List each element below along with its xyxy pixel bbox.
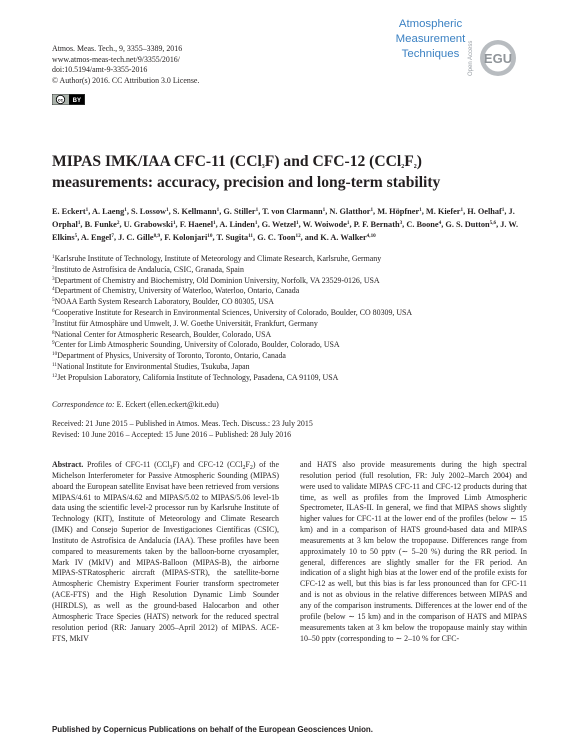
author-affiliation-mark: 1 xyxy=(216,207,220,213)
affiliation-list xyxy=(52,254,532,384)
author-name: P. F. Bernath xyxy=(353,220,400,229)
author-affiliation-mark: 11 xyxy=(248,233,254,239)
affiliation-text: Karlsruhe Institute of Technology, Institute of Meteorology and Climate Research, Karlsruhe, Germany xyxy=(54,254,382,263)
affiliation-number: 4 xyxy=(52,286,55,293)
author-separator: , xyxy=(212,233,217,242)
author-affiliation-mark: 1 xyxy=(460,207,464,213)
affiliation-number: 6 xyxy=(52,307,55,314)
author-affiliation-mark: 1 xyxy=(172,220,176,226)
article-url[interactable]: www.atmos-meas-tech.net/9/3355/2016/ xyxy=(52,54,180,64)
author-affiliation-mark: 1 xyxy=(254,220,258,226)
correspondence-contact[interactable]: E. Eckert (ellen.eckert@kit.edu) xyxy=(114,400,219,409)
author-name: J. W. Elkins xyxy=(52,220,519,242)
affiliation-number: 10 xyxy=(52,351,58,358)
author-affiliation-mark: 1 xyxy=(166,207,169,213)
affiliation-item xyxy=(52,265,532,276)
journal-name-line: Measurement xyxy=(395,33,466,45)
author-separator: , xyxy=(258,207,263,216)
author-name: E. Eckert xyxy=(52,207,86,216)
author-name: B. Funke xyxy=(84,220,117,229)
author-affiliation-mark: 1 xyxy=(501,207,505,213)
author-list xyxy=(52,205,532,244)
author-affiliation-mark: 1 xyxy=(419,207,422,213)
author-affiliation-mark: 2 xyxy=(116,220,120,226)
abstract-column-right: and HATS also provide measurements during the high spectral resolution period (full resolution, FR: July 2002–March 2004) and were used to validate MIPAS CFC-11 and CFC-12 products during that time, as well as profiles from the Improved Limb Atmospheric Spectrometer, ILAS-II. In general, we find that MIPAS shows slightly higher values for CFC-11 at the lower end of the profiles (below ∼ 15 km) and in a comparison of HATS ground-based data and MIPAS measurements at 3 km below the tropopause. Differences range from approximately 10 to 50 pptv (∼ 5–20 %) during the RR period. In general, differences are slightly smaller for the FR period. An indication of a slight high bias at the lower end of the profile exists for CFC-12 as well, but this bias is far less pronounced than for CFC-11 and is not as obvious in the relative differences between MIPAS and any of the comparison instruments. Differences at the lower end of the profile (below ∼ 15 km) and in the comparison of HATS and MIPAS measurements taken at 3 km below the tropopause mainly stay within 10–50 pptv (corresponding to ∼ 2–10 % for CFC- xyxy=(300,460,527,643)
author-affiliation-mark: 1 xyxy=(85,207,89,213)
affiliation-number: 1 xyxy=(52,254,55,260)
author-name: J. Orphal xyxy=(52,207,515,229)
author-separator: , xyxy=(325,207,330,216)
author-name: G. Wetzel xyxy=(261,220,297,229)
affiliation-item xyxy=(52,254,532,265)
author-separator: , xyxy=(215,220,220,229)
affiliation-text: Department of Physics, University of Toronto, Toronto, Ontario, Canada xyxy=(57,351,286,361)
author-separator: , xyxy=(298,220,303,229)
affiliation-item xyxy=(52,330,532,341)
author-affiliation-mark: 1 xyxy=(255,207,259,213)
affiliation-text: Institut für Atmosphäre und Umwelt, J. W. Goethe Universität, Frankfurt, Germany xyxy=(54,318,318,328)
author-separator: , xyxy=(421,207,426,216)
cc-by-license-icon[interactable] xyxy=(52,94,85,105)
author-separator: , xyxy=(463,207,468,216)
affiliation-number: 5 xyxy=(52,297,55,304)
title-subscript: 3 xyxy=(261,164,265,170)
affiliation-text: Center for Limb Atmospheric Sounding, University of Colorado, Boulder, Colorado, USA xyxy=(54,340,340,350)
correspondence xyxy=(52,400,219,409)
author-separator: , xyxy=(349,220,354,229)
author-affiliation-mark: 1 xyxy=(322,207,326,213)
title-subscript: 2 xyxy=(413,164,417,170)
affiliation-item xyxy=(52,340,532,351)
author-affiliation-mark: 12 xyxy=(295,233,301,239)
author-name: W. Woiwode xyxy=(302,220,347,229)
author-separator: , xyxy=(77,233,81,242)
author-separator: , xyxy=(402,220,407,229)
journal-citation: Atmos. Meas. Tech., 9, 3355–3389, 2016 xyxy=(52,44,183,53)
author-separator: , xyxy=(80,220,85,229)
affiliation-number: 11 xyxy=(52,361,57,368)
author-name: T. Sugita xyxy=(216,233,249,242)
abstract-column-left xyxy=(52,460,279,644)
author-name: G. C. Toon xyxy=(257,233,296,242)
affiliation-text: National Institute for Environmental Studies, Tsukuba, Japan xyxy=(57,361,250,371)
affiliation-item xyxy=(52,297,532,308)
article-metadata xyxy=(52,44,199,86)
title-subscript: 2 xyxy=(401,164,405,170)
publication-dates xyxy=(52,419,313,441)
author-affiliation-mark: 10 xyxy=(207,233,213,239)
correspondence-label: Correspondence to: xyxy=(52,400,115,409)
abstract-text: F) and CFC-12 (CCl xyxy=(172,460,243,469)
affiliation-number: 12 xyxy=(52,372,58,379)
by-badge-text: BY xyxy=(72,98,81,104)
author-name: U. Grabowski xyxy=(123,220,173,229)
title-line-2: measurements: accuracy, precision and long-term stability xyxy=(52,174,441,191)
affiliation-item xyxy=(52,351,532,362)
author-name: F. Kolonjari xyxy=(164,233,208,242)
author-name: M. Kiefer xyxy=(425,207,461,216)
affiliation-text: Instituto de Astrofísica de Andalucía, CSIC, Granada, Spain xyxy=(54,264,244,274)
author-affiliation-mark: 1 xyxy=(77,220,81,226)
author-affiliation-mark: 1 xyxy=(213,220,216,226)
affiliation-item xyxy=(52,308,532,319)
affiliation-item xyxy=(52,362,532,373)
author-separator: , xyxy=(119,220,124,229)
affiliation-number: 8 xyxy=(52,329,55,336)
title-text: F) and CFC-12 (CCl xyxy=(264,153,402,170)
author-name: M. Höpfner xyxy=(377,207,420,216)
publisher-footer: Published by Copernicus Publications on behalf of the European Geosciences Union. xyxy=(52,725,373,734)
author-separator: , xyxy=(160,233,165,242)
author-separator: , xyxy=(175,220,180,229)
abstract-text: ) of the Michelson Interferometer for Passive Atmospheric Sounding (MIPAS) aboard the European satellite Envisat have been retrieved from versions MIPAS/4.61 to MIPAS/4.62 and MIPAS/5.02 to MIPAS/5.06 level-1b data using the scientific level-2 processor run by Karlsruhe Institute of Technology (KIT), Institute of Meteorology and Climate Research (IMK) and Consejo Superior de Investigaciones Científicas (CSIC), Instituto de Astrofísica de Andalucía (IAA). These profiles have been compared to measurements taken by the balloon-borne cryosampler, Mark IV (MkIV) and MIPAS-Balloon (MIPAS-B), the airborne MIPAS-STRatospheric aircraft (MIPAS-STR), the satellite-borne Atmospheric Chemistry Experiment Fourier transform spectrometer (ACE-FTS) and the High Resolution Dynamic Limb Sounder (HIRDLS), as well as the ground-based Halocarbon and other Atmospheric Trace Species (HATS) network for the reduced spectral resolution period (RR: January 2005–April 2012) of MIPAS. ACE-FTS, MkIV xyxy=(52,460,279,643)
author-name: G. Stiller xyxy=(223,207,256,216)
affiliation-text: National Center for Atmospheric Research, Boulder, Colorado, USA xyxy=(54,329,272,339)
author-affiliation-mark: 1 xyxy=(370,207,374,213)
title-text: ) xyxy=(416,153,422,170)
author-separator: , xyxy=(113,233,119,242)
affiliation-item xyxy=(52,276,532,287)
author-separator: , xyxy=(257,220,262,229)
author-affiliation-mark: 4 xyxy=(438,220,442,226)
abstract-text: Profiles of CFC-11 (CCl xyxy=(83,460,170,469)
affiliation-item xyxy=(52,373,532,384)
author-affiliation-mark: 4,10 xyxy=(366,233,376,239)
title-text: MIPAS IMK/IAA CFC-11 (CCl xyxy=(52,153,262,170)
journal-name-line: Atmospheric xyxy=(398,18,463,30)
author-affiliation-mark: 1 xyxy=(346,220,350,226)
author-separator: , xyxy=(373,207,378,216)
abstract-label: Abstract. xyxy=(52,460,84,469)
affiliation-item xyxy=(52,286,532,297)
abstract-subscript: 3 xyxy=(169,465,173,471)
author-affiliation-mark: 1 xyxy=(124,207,127,213)
author-separator: , xyxy=(219,207,224,216)
author-affiliation-mark: 8,9 xyxy=(153,233,161,239)
affiliation-number: 3 xyxy=(52,275,55,282)
author-separator: , xyxy=(168,207,173,216)
author-separator: , xyxy=(441,220,446,229)
affiliation-text: Department of Chemistry, University of Waterloo, Waterloo, Ontario, Canada xyxy=(54,286,300,296)
author-affiliation-mark: 1 xyxy=(296,220,299,226)
author-separator: , xyxy=(253,233,258,242)
author-separator: and xyxy=(302,233,321,242)
author-affiliation-mark: 5 xyxy=(74,233,78,239)
author-name: A. Linden xyxy=(219,220,255,229)
copyright-line: © Author(s) 2016. CC Attribution 3.0 License. xyxy=(52,75,200,85)
author-name: A. Engel xyxy=(80,233,112,242)
open-access-label xyxy=(465,28,475,78)
author-name: T. von Clarmann xyxy=(262,207,323,216)
author-name: G. S. Dutton xyxy=(445,220,490,229)
author-name: A. Laeng xyxy=(91,207,125,216)
journal-name-line: Techniques xyxy=(401,48,460,60)
cc-badge-text: cc xyxy=(57,97,64,103)
egu-logo-icon xyxy=(476,38,528,78)
abstract-text: F xyxy=(245,460,250,469)
author-name: H. Oelhaf xyxy=(467,207,502,216)
author-name: S. Kellmann xyxy=(172,207,217,216)
author-separator: , xyxy=(504,207,509,216)
affiliation-number: 7 xyxy=(52,318,55,325)
author-separator: , xyxy=(496,220,501,229)
author-name: F. Haenel xyxy=(179,220,214,229)
journal-name xyxy=(388,17,473,62)
author-name: C. Boone xyxy=(406,220,439,229)
author-name: K. A. Walker xyxy=(320,233,367,242)
open-access-text: Open Access xyxy=(468,40,474,76)
title-text: F xyxy=(404,153,414,170)
affiliation-text: Jet Propulsion Laboratory, California Institute of Technology, Pasadena, CA 91109, USA xyxy=(57,372,339,382)
article-doi[interactable]: doi:10.5194/amt-9-3355-2016 xyxy=(52,65,148,74)
author-name: N. Glatthor xyxy=(329,207,371,216)
affiliation-number: 2 xyxy=(52,264,55,271)
author-name: S. Lossow xyxy=(130,207,167,216)
paper-title xyxy=(52,151,532,193)
egu-logo-text: EGU xyxy=(483,51,513,66)
author-separator: , xyxy=(300,233,303,242)
affiliation-text: Department of Chemistry and Biochemistry, Old Dominion University, Norfolk, VA 23529-0126, USA xyxy=(54,275,380,285)
revised-line: Revised: 10 June 2016 – Accepted: 15 June 2016 – Published: 28 July 2016 xyxy=(52,429,292,439)
author-separator: , xyxy=(88,207,92,216)
affiliation-number: 9 xyxy=(52,340,55,347)
author-affiliation-mark: 5,6 xyxy=(489,220,497,226)
title-line-1 xyxy=(52,151,532,172)
affiliation-item xyxy=(52,319,532,330)
author-separator: , xyxy=(126,207,131,216)
author-name: J. C. Gille xyxy=(118,233,154,242)
affiliation-text: NOAA Earth System Research Laboratory, Boulder, CO 80305, USA xyxy=(54,297,275,307)
affiliation-text: Cooperative Institute for Research in Environmental Sciences, University of Colorado, Boulder, CO 80309, USA xyxy=(54,307,413,317)
received-line: Received: 21 June 2015 – Published in Atmos. Meas. Tech. Discuss.: 23 July 2015 xyxy=(52,419,313,428)
abstract-subscript: 2 xyxy=(242,465,246,471)
author-affiliation-mark: 3 xyxy=(399,220,403,226)
abstract-subscript: 2 xyxy=(249,465,253,471)
author-affiliation-mark: 7 xyxy=(111,233,114,239)
